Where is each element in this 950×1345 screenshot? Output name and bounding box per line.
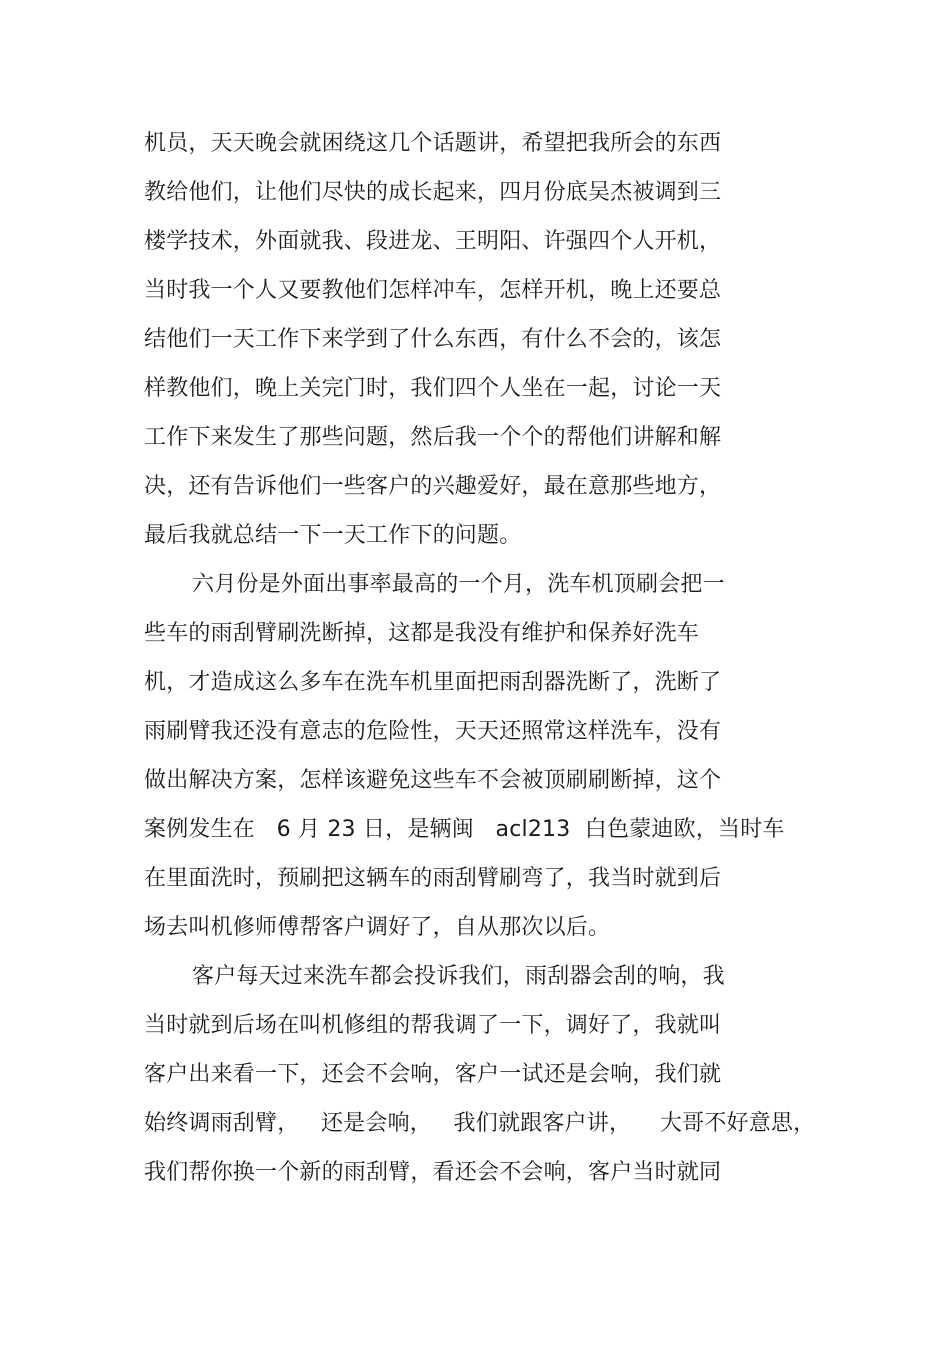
text-line: 做出解决方案，怎样该避免这些车不会被顶刷刷断掉，这个 — [144, 768, 722, 793]
text-line: 工作下来发生了那些问题，然后我一个个的帮他们讲解和解 — [144, 425, 722, 450]
text-line: 场去叫机修师傅帮客户调好了，自从那次以后。 — [144, 915, 611, 940]
text-line: 样教他们，晚上关完门时，我们四个人坐在一起，讨论一天 — [144, 376, 722, 401]
text-line: 我们帮你换一个新的雨刮臂，看还会不会响，客户当时就同 — [144, 1160, 722, 1185]
text-line: 案例发生在 6 月 23 日，是辆闽 acl213 白色蒙迪欧，当时车 — [144, 817, 785, 842]
body-text — [144, 119, 816, 1197]
text-line: 在里面洗时，预刷把这辆车的雨刮臂刷弯了，我当时就到后 — [144, 866, 722, 891]
text-line: 当时我一个人又要教他们怎样冲车，怎样开机，晚上还要总 — [144, 278, 722, 303]
text-line: 教给他们，让他们尽快的成长起来，四月份底吴杰被调到三 — [144, 180, 722, 205]
text-line: 始终调雨刮臂， 还是会响， 我们就跟客户讲， 大哥不好意思， — [144, 1111, 816, 1136]
text-line: 些车的雨刮臂刷洗断掉，这都是我没有维护和保养好洗车 — [144, 621, 700, 646]
text-line: 客户出来看一下，还会不会响，客户一试还是会响，我们就 — [144, 1062, 722, 1087]
text-line: 决，还有告诉他们一些客户的兴趣爱好，最在意那些地方， — [144, 474, 722, 499]
text-line: 当时就到后场在叫机修组的帮我调了一下，调好了，我就叫 — [144, 1013, 722, 1038]
text-line: 楼学技术，外面就我、段进龙、王明阳、许强四个人开机， — [144, 229, 722, 254]
paragraph-start-line: 六月份是外面出事率最高的一个月，洗车机顶刷会把一 — [192, 572, 725, 597]
text-line: 结他们一天工作下来学到了什么东西，有什么不会的，该怎 — [144, 327, 722, 352]
text-line: 机，才造成这么多车在洗车机里面把雨刮器洗断了，洗断了 — [144, 670, 722, 695]
text-line: 机员，天天晚会就困绕这几个话题讲，希望把我所会的东西 — [144, 131, 722, 156]
paragraph-start-line: 客户每天过来洗车都会投诉我们，雨刮器会刮的响，我 — [192, 964, 725, 989]
text-line: 雨刷臂我还没有意志的危险性，天天还照常这样洗车，没有 — [144, 719, 722, 744]
text-line: 最后我就总结一下一天工作下的问题。 — [144, 523, 522, 548]
